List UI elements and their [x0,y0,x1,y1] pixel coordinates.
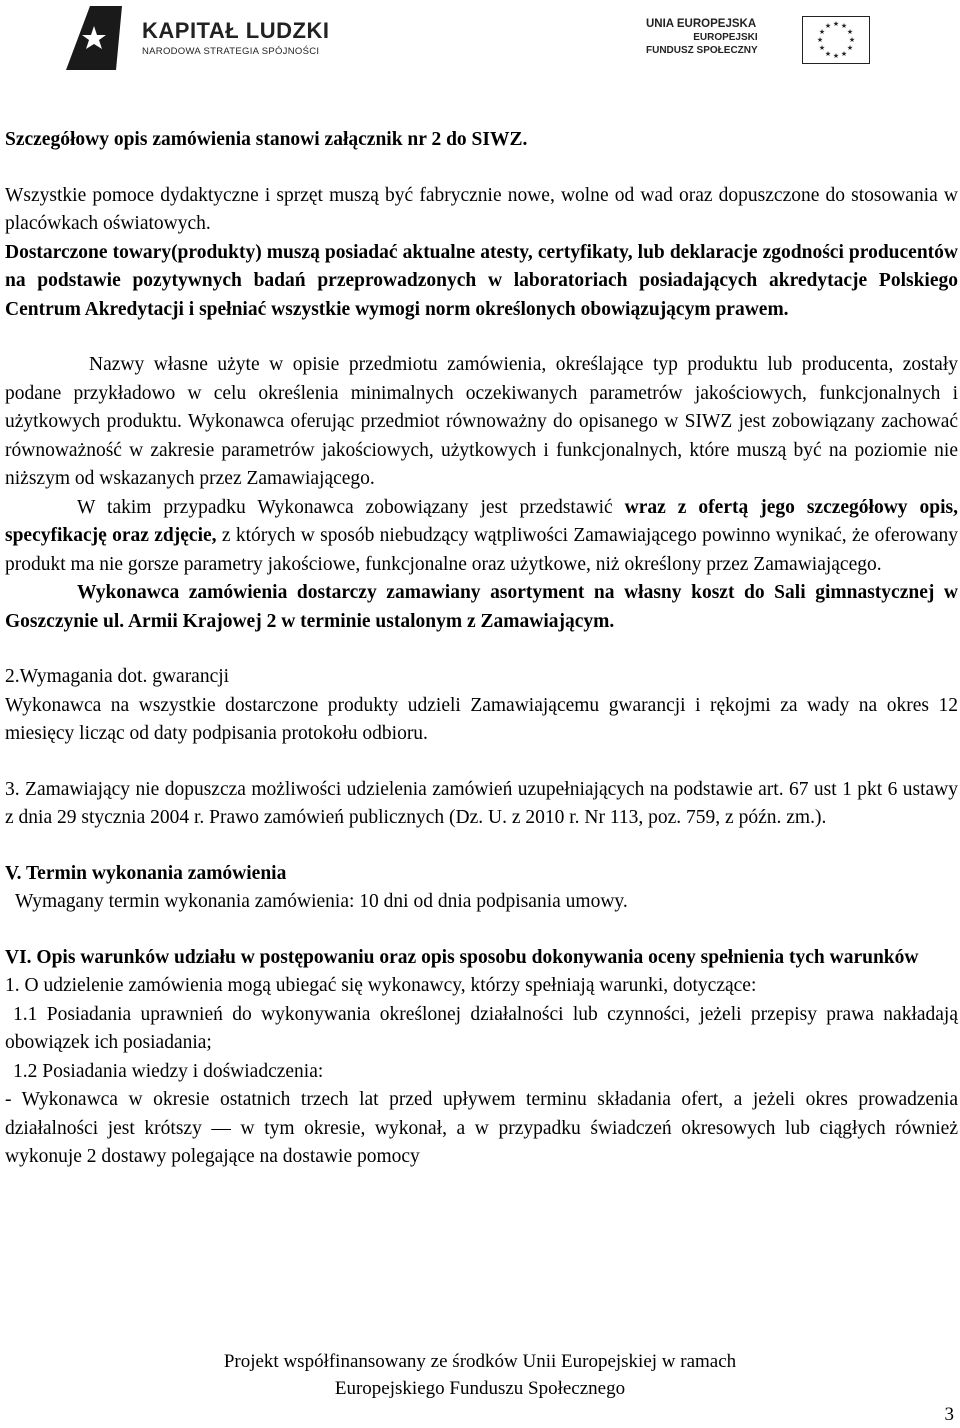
paragraph-offer-details [5,494,958,580]
paragraph-new-equipment: Wszystkie pomoce dydaktyczne i sprzęt muszą być fabrycznie nowe, wolne od wad oraz dopuszczone do stosowania w placówkach oświatowych. [5,184,958,234]
paragraph-supplementary-orders: 3. Zamawiający nie dopuszcza możliwości udzielenia zamówień uzupełniających na podstawie art. 67 ust 1 pkt 6 ustawy z dnia 29 stycznia 2004 r. Prawo zamówień publicznych (Dz. U. z 2010 r. Nr 113, poz. 759, z późn. zm.). [5,778,958,828]
paragraph-delivery: Wykonawca zamówienia dostarczy zamawiany asortyment na własny koszt do Sali gimnastycznej w Goszczynie ul. Armii Krajowej 2 w terminie ustalonym z Zamawiającym. [5,582,958,632]
svg-text:★: ★ [818,28,826,36]
offer-details-text-a: W takim przypadku Wykonawca zobowiązany jest przedstawić [77,496,625,518]
svg-text:★: ★ [848,36,856,44]
footer-line2: Europejskiego Funduszu Społecznego [334,1378,626,1399]
page-number: 3 [944,1404,954,1425]
paragraph-deadline: Wymagany termin wykonania zamówienia: 10 dni od dnia podpisania umowy. [15,891,628,912]
section-vi-heading: VI. Opis warunków udziału w postępowaniu oraz opis sposobu dokonywania oceny spełnienia tych warunków [5,946,919,968]
eu-logo-line1: UNIA EUROPEJSKA [646,18,757,30]
page-header [0,0,960,80]
logo-subtitle: NARODOWA STRATEGIA SPÓJNOŚCI [142,46,320,57]
eu-logo-line3: FUNDUSZ SPOŁECZNY [646,45,758,56]
paragraph-experience: - Wykonawca w okresie ostatnich trzech lat przed upływem terminu składania ofert, a jeżeli okres prowadzenia działalności jest krótszy — w tym okresie, wykonał, a w przypadku świadczeń okresowych lub ciągłych również wykonuje 2 dostawy polegające na dostawie pomocy [5,1089,958,1167]
spacer [5,636,958,663]
eu-logo-line2: EUROPEJSKI [693,32,758,43]
svg-text:★: ★ [824,50,832,58]
svg-text:★: ★ [840,22,848,30]
spacer [5,833,958,860]
footer-line1: Projekt współfinansowany ze środków Unii Europejskiej w ramach [223,1351,737,1372]
svg-text:★: ★ [832,52,840,60]
svg-text:★: ★ [824,22,832,30]
paragraph-intro: Szczegółowy opis zamówienia stanowi załącznik nr 2 do SIWZ. [5,129,528,150]
spacer [5,324,958,351]
page-footer [0,1348,960,1402]
section-v-heading: V. Termin wykonania zamówienia [5,862,287,884]
paragraph-condition-1-1: 1.1 Posiadania uprawnień do wykonywania określonej działalności lub czynności, jeżeli przepisy prawa nakładają obowiązek ich posiadania; [5,1003,958,1053]
spacer [5,749,958,776]
svg-text:★: ★ [840,50,848,58]
spacer [5,917,958,944]
svg-text:★: ★ [816,36,824,44]
offer-details-text-c: z których w sposób niebudzący wątpliwości Zamawiającego powinno wynikać, że oferowany produkt ma nie gorsze parametry jakościowe, funkcjonalne oraz użytkowe, niż określony przez Zamawiającego. [5,525,958,575]
offer-details-text-bold: wraz z ofertą jego szczegółowy opis, specyfikację oraz zdjęcie, [5,496,959,546]
eu-logo-text [646,18,758,57]
kapital-ludzki-logo [60,4,340,72]
eu-flag-icon [802,16,870,64]
paragraph-warranty: Wykonawca na wszystkie dostarczone produkty udzieli Zamawiającemu gwarancji i rękojmi za wady na okres 12 miesięcy licząc od daty podpisania protokołu odbioru. [5,694,958,744]
section-warranty-heading: 2.Wymagania dot. gwarancji [5,666,230,687]
spacer [5,155,958,182]
svg-text:★: ★ [846,44,854,52]
logo-title: KAPITAŁ LUDZKI [142,18,330,43]
document-body [5,126,958,1172]
svg-text:★: ★ [846,28,854,36]
svg-text:★: ★ [818,44,826,52]
paragraph-equivalence: Nazwy własne użyte w opisie przedmiotu zamówienia, określające typ produktu lub producenta, zostały podane przykładowo w celu określenia minimalnych oczekiwanych parametrów jakościowych, funkcjonalnych i użytkowych produktu. Wykonawca oferując przedmiot równoważny do opisanego w SIWZ jest zobowiązany zachować równoważność w zakresie parametrów jakościowych, użytkowych i funkcjonalnych, które muszą być na poziomie nie niższym od wskazanych przez Zamawiającego. [5,354,958,489]
paragraph-conditions: 1. O udzielenie zamówienia mogą ubiegać się wykonawcy, którzy spełniają warunki, dotyczące: [5,975,757,996]
paragraph-condition-1-2: 1.2 Posiadania wiedzy i doświadczenia: [13,1060,324,1082]
eu-logo [640,16,880,72]
paragraph-certificates: Dostarczone towary(produkty) muszą posiadać aktualne atesty, certyfikaty, lub deklaracje zgodności producentów na podstawie pozytywnych badań przeprowadzonych w laboratoriach posiadających akredytacje Polskiego Centrum Akredytacji i spełniać wszystkie wymogi norm określonych obowiązującym prawem. [5,241,958,320]
kapital-ludzki-emblem-icon [60,4,136,72]
svg-text:★: ★ [832,20,840,28]
